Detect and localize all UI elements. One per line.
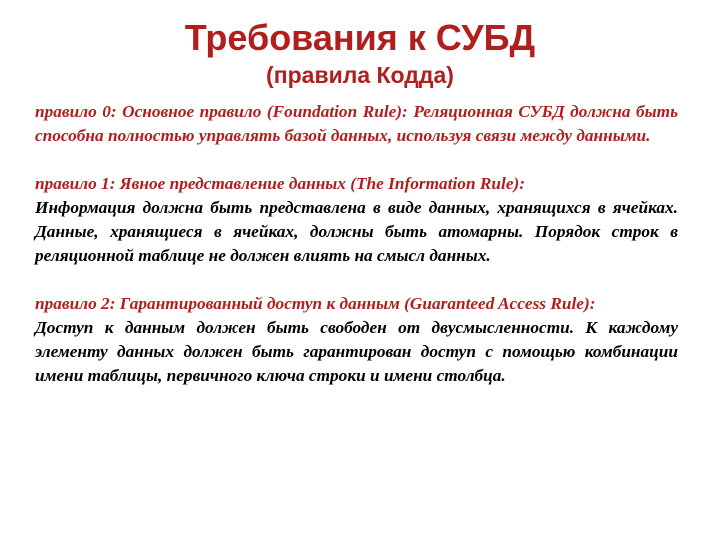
rule-2-body: Доступ к данным должен быть свободен от двусмысленности. К каждому элементу данных должен быть гарантирован доступ с помощью комбинации имени таблицы, первичного ключа строки и имени столбца. (35, 318, 678, 385)
rule-1-heading: правило 1: Явное представление данных (The Information Rule): (35, 174, 525, 193)
rule-0 (35, 100, 678, 148)
rule-1 (35, 172, 678, 268)
slide-title: Требования к СУБД (184, 17, 536, 58)
slide-subtitle: (правила Кодда) (266, 62, 454, 88)
rule-1-body: Информация должна быть представлена в виде данных, хранящихся в ячейках. Данные, хранящиеся в ячейках, должны быть атомарны. Порядок строк в реляционной таблице не должен влиять на смысл данных. (35, 198, 678, 265)
spacer (35, 268, 678, 292)
rules-content (35, 100, 678, 388)
rule-2-heading: правило 2: Гарантированный доступ к данным (Guaranteed Access Rule): (35, 294, 596, 313)
rule-2 (35, 292, 678, 388)
rule-0-heading: правило 0: Основное правило (Foundation Rule): Реляционная СУБД должна быть способна полностью управлять базой данных, используя связи между данными. (35, 102, 678, 145)
spacer (35, 148, 678, 172)
